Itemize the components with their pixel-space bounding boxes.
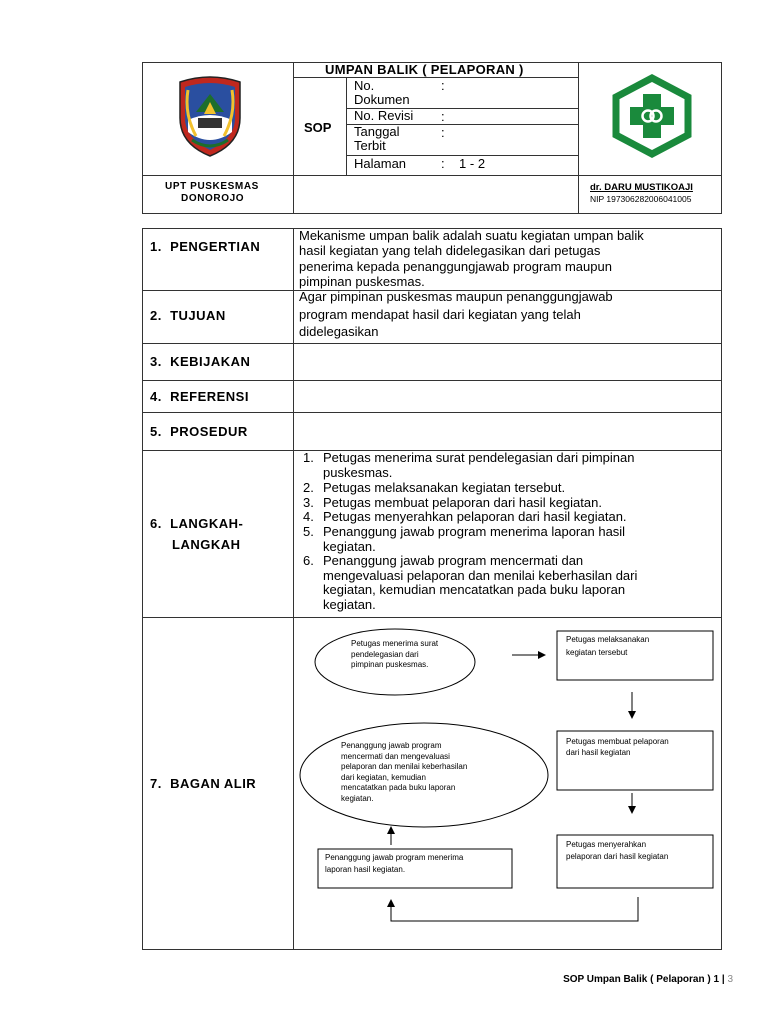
- list-item: 6. Penanggung jawab program mencermati dan mengevaluasi pelaporan dan menilai keberhasilan dari kegiatan, kemudian mencatatkan pada buku laporan kegiatan.: [303, 553, 638, 612]
- halaman-label: Halaman: [354, 156, 407, 171]
- flow-node-6-text: Penanggung jawab program mencermati dan mengevaluasi pelaporan dan menilai keberhasilan dari kegiatan, kemudian mencatatkan pada buku laporan kegiatan.: [341, 741, 468, 803]
- section-label-bagan-alir: 7. BAGAN ALIR: [150, 776, 257, 791]
- tujuan-text: Agar pimpinan puskesmas maupun penanggungjawab program mendapat hasil dari kegiatan yang telah didelegasikan: [299, 289, 613, 340]
- section-label-kebijakan: 3. KEBIJAKAN: [150, 354, 251, 369]
- tanggal-terbit-label: Tanggal Terbit: [354, 124, 400, 153]
- list-item: 3. Petugas membuat pelaporan dari hasil kegiatan.: [303, 494, 602, 510]
- list-item: 1. Petugas menerima surat pendelegasian dari pimpinan puskesmas.: [303, 450, 635, 480]
- footer-page: 1: [713, 974, 720, 985]
- langkah-list: [303, 451, 713, 613]
- org-name-line1: UPT PUSKESMAS: [165, 181, 259, 192]
- footer-total: 3: [727, 974, 733, 985]
- section-label-tujuan: 2. TUJUAN: [150, 308, 226, 323]
- document-title: UMPAN BALIK ( PELAPORAN ): [325, 62, 524, 77]
- regional-emblem-icon: [174, 74, 246, 158]
- puskesmas-cross-icon: [610, 74, 694, 158]
- footer-text: SOP Umpan Balik ( Pelaporan ): [563, 974, 711, 985]
- list-item: 2. Petugas melaksanakan kegiatan tersebut.: [303, 480, 566, 496]
- sop-label: SOP: [304, 120, 332, 135]
- list-item: 4. Petugas menyerahkan pelaporan dari hasil kegiatan.: [303, 509, 627, 525]
- signer-name: dr. DARU MUSTIKOAJI: [590, 182, 693, 193]
- list-item: 5. Penanggung jawab program menerima laporan hasil kegiatan.: [303, 523, 626, 554]
- no-revisi-label: No. Revisi: [354, 108, 414, 123]
- signer-nip: NIP 197306282006041005: [590, 194, 692, 204]
- no-revisi-value: :: [441, 109, 445, 124]
- section-label-langkah-cont: LANGKAH: [172, 537, 241, 552]
- page-footer: [563, 974, 733, 985]
- flow-node-1-text: Petugas menerima surat pendelegasian dari pimpinan puskesmas.: [351, 639, 439, 670]
- footer-separator: |: [721, 974, 725, 985]
- halaman-value: : 1 - 2: [441, 156, 486, 171]
- no-dokumen-label: No. Dokumen: [354, 78, 410, 107]
- no-dokumen-value: :: [441, 78, 445, 93]
- section-label-langkah: 6. LANGKAH-: [150, 516, 244, 531]
- flow-node-4-text: Petugas menyerahkan pelaporan dari hasil kegiatan: [566, 840, 669, 861]
- flow-connector-4-5: [391, 897, 638, 921]
- section-label-pengertian: 1. PENGERTIAN: [150, 239, 261, 254]
- section-label-referensi: 4. REFERENSI: [150, 389, 249, 404]
- section-label-prosedur: 5. PROSEDUR: [150, 424, 248, 439]
- flow-node-2-text: Petugas melaksanakan kegiatan tersebut: [566, 635, 650, 657]
- flow-node-5-text: Penanggung jawab program menerima laporan hasil kegiatan.: [325, 853, 464, 874]
- flow-node-3-text: Petugas membuat pelaporan dari hasil kegiatan: [566, 737, 669, 757]
- org-name-line2: DONOROJO: [181, 193, 245, 204]
- tanggal-terbit-value: :: [441, 125, 445, 140]
- pengertian-text: Mekanisme umpan balik adalah suatu kegiatan umpan balik hasil kegiatan yang telah didelegasikan dari petugas penerima kepada penanggungjawab program maupun pimpinan puskesmas.: [299, 228, 644, 290]
